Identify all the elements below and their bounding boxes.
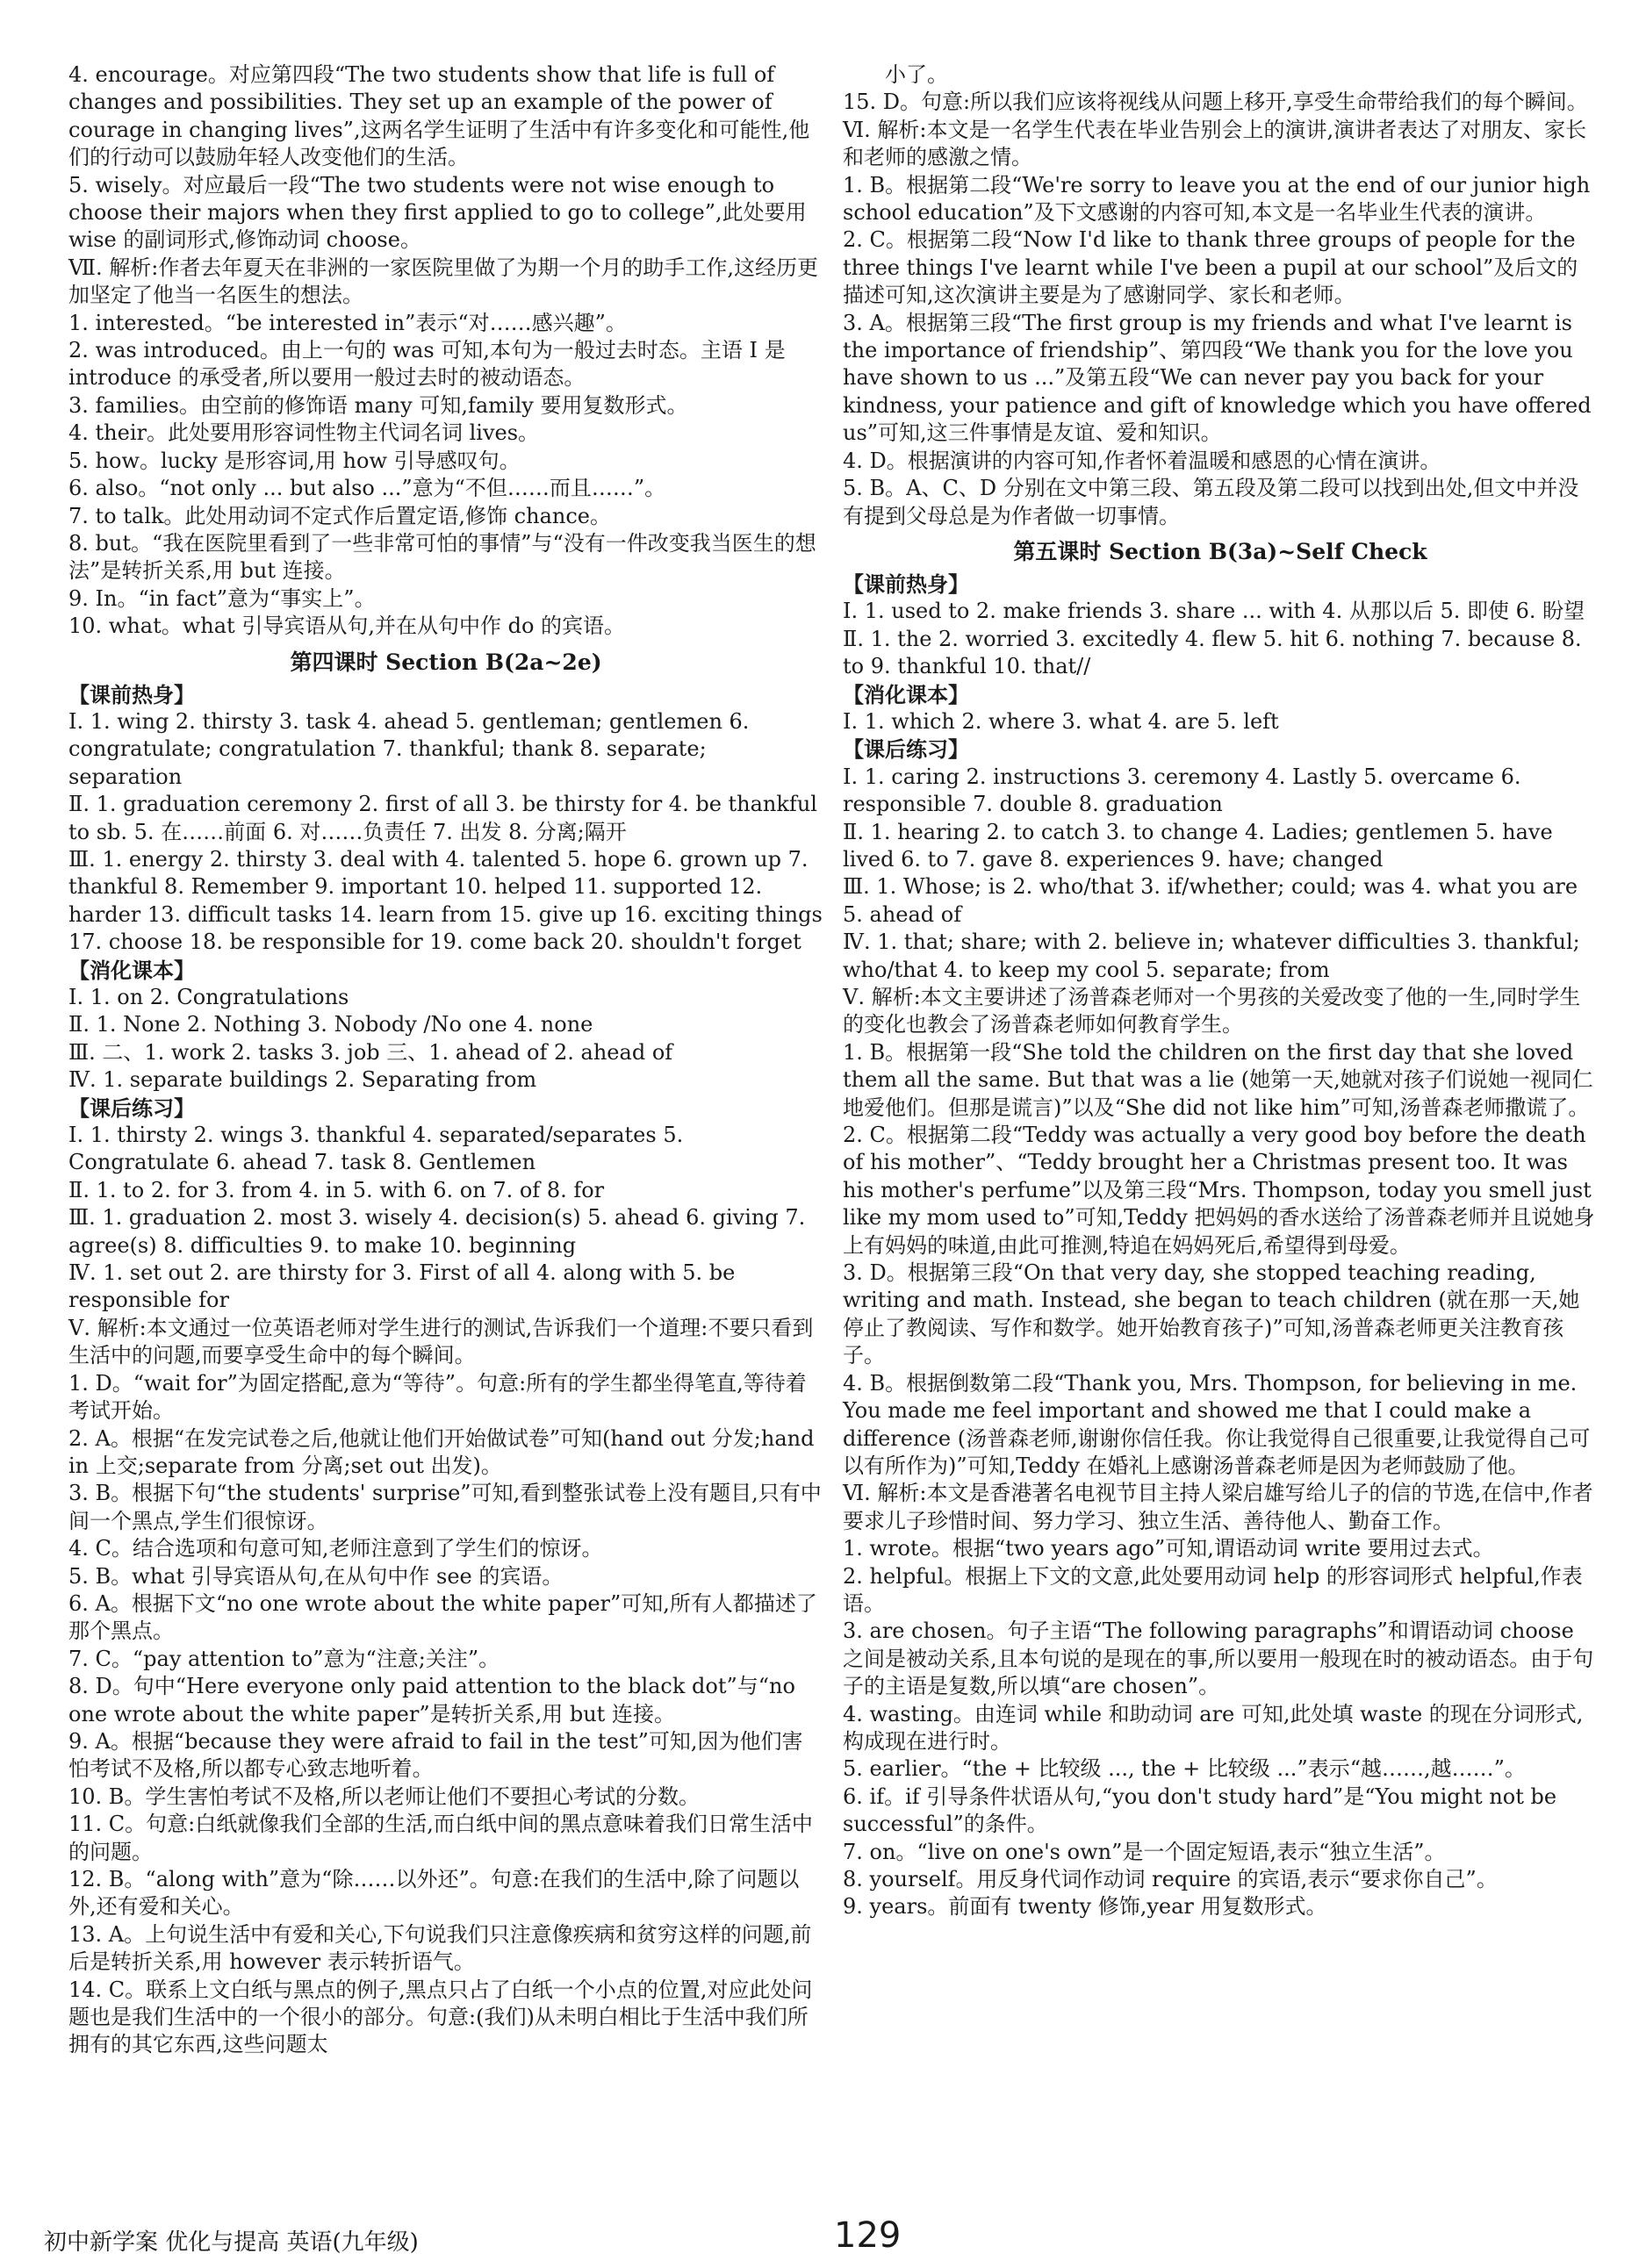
answer-line: Ⅴ. 解析:本文主要讲述了汤普森老师对一个男孩的关爱改变了他的一生,同时学生的变化也教会了汤普森老师如何教育学生。 (843, 985, 1581, 1037)
answer-line: 2. C。根据第二段“Now I'd like to thank three groups of people for the three things I've learnt while I've been a pupil at our school”及后文的描述可知,这次演讲主要是为了感谢同学、家长和老师。 (843, 227, 1578, 308)
answer-line: 1. wrote。根据“two years ago”可知,谓语动词 write 要用过去式。 (843, 1536, 1494, 1561)
answer-line: 7. on。“live on one's own”是一个固定短语,表示“独立生活”。 (843, 1839, 1446, 1864)
answer-line: 15. D。句意:所以我们应该将视线从问题上移开,享受生命带给我们的每个瞬间。 (843, 90, 1588, 115)
subsection-label: 【课后练习】 (843, 736, 969, 763)
answer-line: 3. families。由空前的修饰语 many 可知,family 要用复数形式。 (68, 392, 688, 418)
answer-line: Ⅱ. 1. hearing 2. to catch 3. to change 4. Ladies; gentlemen 5. have lived 6. to 7. gave 8. experiences 9. have; changed (843, 819, 1553, 872)
answer-line: Ⅵ. 解析:本文是香港著名电视节目主持人梁启雄写给儿子的信的节选,在信中,作者要求儿子珍惜时间、努力学习、独立生活、善待他人、勤奋工作。 (843, 1481, 1593, 1533)
section-heading: 第四课时 Section B(2a~2e) (290, 649, 602, 675)
answer-line: 4. wasting。由连词 while 和助动词 are 可知,此处填 waste 的现在分词形式,构成现在进行时。 (843, 1701, 1584, 1754)
answer-line: 9. A。根据“because they were afraid to fail in the test”可知,因为他们害怕考试不及格,所以都专心致志地听着。 (68, 1728, 803, 1782)
answer-line: 2. helpful。根据上下文的文意,此处要用动词 help 的形容词形式 helpful,作表语。 (843, 1563, 1583, 1616)
answer-line: 10. B。学生害怕考试不及格,所以老师让他们不要担心考试的分数。 (68, 1784, 701, 1809)
answer-line: 5. how。lucky 是形容词,用 how 引导感叹句。 (68, 448, 521, 473)
answer-line: 4. encourage。对应第四段“The two students show that life is full of changes and possibilities. They set up an example of the power of courage in changing lives”,这两名学生证明了生活中有许多变化和可能性,他们的行动可以鼓励年轻人改变他们的生活。 (68, 62, 810, 170)
answer-line: Ⅰ. 1. caring 2. instructions 3. ceremony 4. Lastly 5. overcame 6. responsible 7. double 8. graduation (843, 764, 1521, 817)
answer-line: Ⅵ. 解析:本文是一名学生代表在毕业告别会上的演讲,演讲者表达了对朋友、家长和老师的感激之情。 (843, 117, 1587, 170)
answer-line: 6. also。“not only ... but also ...”意为“不但……而且……”。 (68, 476, 666, 501)
subsection-label: 【课前热身】 (68, 681, 195, 707)
answer-line: 5. wisely。对应最后一段“The two students were not wise enough to choose their majors when they first applied to go to college”,此处要用 wise 的副词形式,修饰动词 choose。 (68, 172, 807, 253)
answer-line: 9. In。“in fact”意为“事实上”。 (68, 585, 376, 611)
answer-line: Ⅳ. 1. set out 2. are thirsty for 3. First of all 4. along with 5. be responsible for (68, 1260, 736, 1313)
subsection-label: 【课前热身】 (843, 571, 969, 597)
answer-line: Ⅰ. 1. used to 2. make friends 3. share ... with 4. 从那以后 5. 即使 6. 盼望 (843, 599, 1585, 624)
subsection-label: 【课后练习】 (68, 1095, 195, 1121)
answer-line: Ⅶ. 解析:作者去年夏天在非洲的一家医院里做了为期一个月的助手工作,这经历更加坚定了他当一名医生的想法。 (68, 255, 818, 308)
answer-line: 7. to talk。此处用动词不定式作后置定语,修饰 chance。 (68, 503, 611, 528)
answer-line: 8. D。句中“Here everyone only paid attention to the black dot”与“no one wrote about the white paper”是转折关系,用 but 连接。 (68, 1674, 795, 1726)
answer-line: 12. B。“along with”意为“除……以外还”。句意:在我们的生活中,除了问题以外,还有爱和关心。 (68, 1867, 800, 1920)
answer-line: 4. D。根据演讲的内容可知,作者怀着温暖和感恩的心情在演讲。 (843, 448, 1441, 473)
answer-line: 7. C。“pay attention to”意为“注意;关注”。 (68, 1646, 500, 1671)
answer-line: 3. A。根据第三段“The first group is my friends and what I've learnt is the importance of friendship”、第四段“We thank you for the love you have shown to us ...”及第五段“We can never pay you back for your kindness, your patience and gift of knowledge which you have offered us”可知,这三件事情是友谊、爱和知识。 (843, 310, 1592, 446)
answer-line: Ⅱ. 1. graduation ceremony 2. first of all 3. be thirsty for 4. be thankful to sb. 5. 在……前面 6. 对……负责任 7. 出发 8. 分离;隔开 (68, 792, 817, 844)
answer-line: 5. earlier。“the + 比较级 ..., the + 比较级 ...”表示“越……,越……”。 (843, 1756, 1526, 1782)
answer-line: 2. A。根据“在发完试卷之后,他就让他们开始做试卷”可知(hand out 分发;hand in 上交;separate from 分离;set out 出发)。 (68, 1425, 815, 1478)
answer-line: Ⅰ. 1. thirsty 2. wings 3. thankful 4. separated/separates 5. Congratulate 6. ahead 7. task 8. Gentlemen (68, 1123, 684, 1175)
answer-line: 3. D。根据第三段“On that very day, she stopped teaching reading, writing and math. Instead, she began to teach children (就在那一天,她停止了教阅读、写作和数学。她开始教育孩子)”可知,汤普森老师更关注教育孩子。 (843, 1260, 1580, 1368)
answer-line: Ⅱ. 1. the 2. worried 3. excitedly 4. flew 5. hit 6. nothing 7. because 8. to 9. thankful 10. that// (843, 626, 1582, 679)
answer-line: 5. B。what 引导宾语从句,在从句中作 see 的宾语。 (68, 1563, 564, 1589)
answer-line: Ⅰ. 1. which 2. where 3. what 4. are 5. left (843, 708, 1279, 734)
answer-line: 11. C。句意:白纸就像我们全部的生活,而白纸中间的黑点意味着我们日常生活中的问题。 (68, 1812, 813, 1864)
answer-line: 10. what。what 引导宾语从句,并在从句中作 do 的宾语。 (68, 614, 626, 639)
answer-line: 1. B。根据第二段“We're sorry to leave you at the end of our junior high school education”及下文感谢的内容可知,本文是一名毕业生代表的演讲。 (843, 172, 1591, 226)
answer-line: Ⅲ. 1. graduation 2. most 3. wisely 4. decision(s) 5. ahead 6. giving 7. agree(s) 8. difficulties 9. to make 10. beginning (68, 1205, 806, 1258)
answer-line: 6. A。根据下文“no one wrote about the white paper”可知,所有人都描述了那个黑点。 (68, 1590, 817, 1644)
answer-line: Ⅲ. 二、1. work 2. tasks 3. job 三、1. ahead of 2. ahead of (68, 1039, 673, 1065)
answer-line: 小了。 (885, 62, 948, 87)
answer-line: 3. are chosen。句子主语“The following paragraphs”和谓语动词 choose 之间是被动关系,且本句说的是现在的事,所以要用一般现在时的被动语态。由于句子的主语是复数,所以填“are chosen”。 (843, 1618, 1594, 1699)
answer-line: Ⅱ. 1. None 2. Nothing 3. Nobody /No one 4. none (68, 1012, 593, 1037)
answer-line: 4. B。根据倒数第二段“Thank you, Mrs. Thompson, for believing in me. You made me feel important and showed me that I could make a difference (汤普森老师,谢谢你信任我。你让我觉得自己很重要,让我觉得自己可以有所作为)”可知,Teddy 在婚礼上感谢汤普森老师是因为老师鼓励了他。 (843, 1370, 1591, 1478)
answer-line: 3. B。根据下句“the students' surprise”可知,看到整张试卷上没有题目,只有中间一个黑点,学生们很惊讶。 (68, 1481, 822, 1533)
answer-line: 13. A。上句说生活中有爱和关心,下句说我们只注意像疾病和贫穷这样的问题,前后是转折关系,用 however 表示转折语气。 (68, 1921, 812, 1975)
section-heading: 第五课时 Section B(3a)~Self Check (1013, 538, 1427, 564)
answer-line: Ⅰ. 1. on 2. Congratulations (68, 985, 349, 1009)
answer-line: 1. interested。“be interested in”表示“对……感兴趣”。 (68, 310, 627, 335)
answer-line: Ⅲ. 1. Whose; is 2. who/that 3. if/whether; could; was 4. what you are 5. ahead of (843, 874, 1578, 927)
answer-line: Ⅲ. 1. energy 2. thirsty 3. deal with 4. talented 5. hope 6. grown up 7. thankful 8. Remember 9. important 10. helped 11. supported 12. harder 13. difficult tasks 14. learn from 15. give up 16. exciting things 17. choose 18. be responsible for 19. come back 20. shouldn't forget (68, 846, 823, 955)
answer-line: 14. C。联系上文白纸与黑点的例子,黑点只占了白纸一个小点的位置,对应此处问题也是我们生活中的一个很小的部分。句意:(我们)从未明白相比于生活中我们所拥有的其它东西,这些问题太 (68, 1977, 813, 2057)
answer-line: 9. years。前面有 twenty 修饰,year 用复数形式。 (843, 1894, 1327, 1920)
page-number: 129 (834, 2215, 902, 2256)
answer-line: 2. C。根据第二段“Teddy was actually a very good boy before the death of his mother”、“Teddy brought her a Christmas present too. It was his mother's perfume”以及第三段“Mrs. Thompson, today you smell just like my mom used to”可知,Teddy 把妈妈的香水送给了汤普森老师并且说她身上有妈妈的味道,由此可推测,特追在妈妈死后,希望得到母爱。 (843, 1123, 1595, 1258)
book-series-title: 初中新学案 优化与提高 英语(九年级) (44, 2229, 419, 2256)
answer-line: 8. yourself。用反身代词作动词 require 的宾语,表示“要求你自己”。 (843, 1867, 1498, 1891)
answer-line: 8. but。“我在医院里看到了一些非常可怕的事情”与“没有一件改变我当医生的想法”是转折关系,用 but 连接。 (68, 530, 816, 584)
subsection-label: 【消化课本】 (68, 957, 195, 983)
right-column (843, 61, 1598, 1921)
answer-line: Ⅰ. 1. wing 2. thirsty 3. task 4. ahead 5. gentleman; gentlemen 6. congratulate; congratulation 7. thankful; thank 8. separate; separation (68, 708, 750, 789)
answer-line: Ⅱ. 1. to 2. for 3. from 4. in 5. with 6. on 7. of 8. for (68, 1177, 605, 1202)
answer-line: 1. B。根据第一段“She told the children on the first day that she loved them all the same. But that was a lie (她第一天,她就对孩子们说她一视同仁地爱他们。但那是谎言)”以及“She did not like him”可知,汤普森老师撒谎了。 (843, 1039, 1593, 1120)
answer-line: 2. was introduced。由上一句的 was 可知,本句为一般过去时态。主语 I 是 introduce 的承受者,所以要用一般过去时的被动语态。 (68, 338, 786, 391)
answer-line: 4. their。此处要用形容词性物主代词名词 lives。 (68, 420, 540, 446)
answer-line: Ⅳ. 1. separate buildings 2. Separating from (68, 1067, 537, 1093)
answer-line: 4. C。结合选项和句意可知,老师注意到了学生们的惊讶。 (68, 1536, 603, 1561)
answer-line: Ⅳ. 1. that; share; with 2. believe in; whatever difficulties 3. thankful; who/that 4. to keep my cool 5. separate; from (843, 929, 1580, 982)
answer-line: 6. if。if 引导条件状语从句,“you don't study hard”是“You might not be successful”的条件。 (843, 1784, 1557, 1837)
answer-line: Ⅴ. 解析:本文通过一位英语老师对学生进行的测试,告诉我们一个道理:不要只看到生活中的问题,而要享受生命中的每个瞬间。 (68, 1315, 814, 1368)
answer-line: 5. B。A、C、D 分别在文中第三段、第五段及第二段可以找到出处,但文中并没有提到父母总是为作者做一切事情。 (843, 476, 1579, 528)
page-footer (44, 2215, 1602, 2259)
subsection-label: 【消化课本】 (843, 681, 969, 707)
left-column (68, 61, 823, 2059)
answer-line: 1. D。“wait for”为固定搭配,意为“等待”。句意:所有的学生都坐得笔直,等待着考试开始。 (68, 1370, 807, 1424)
